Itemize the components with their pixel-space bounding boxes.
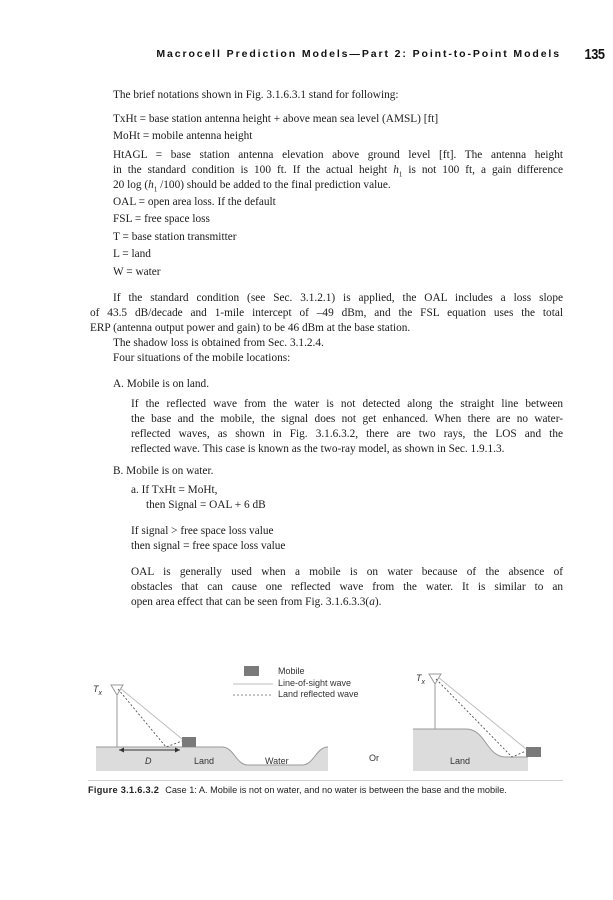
notation-l: L = land [113, 248, 151, 260]
para-standard-line2: of 43.5 dB/decade and 1-mile intercept of –49 dBm, and the FSL equation uses the total [90, 307, 563, 319]
intro-text: The brief notations shown in Fig. 3.1.6.3.1 stand for following: [113, 89, 399, 101]
case-b-sub-a-line1: a. If TxHt = MoHt, [131, 484, 218, 496]
shadow-loss-text: The shadow loss is obtained from Sec. 3.1.2.4. [113, 337, 324, 349]
notation-moht: MoHt = mobile antenna height [113, 130, 253, 142]
running-title: Macrocell Prediction Models—Part 2: Point-to-Point Models [156, 48, 561, 60]
left-mobile [182, 737, 196, 747]
case-a-title: A. Mobile is on land. [113, 378, 210, 390]
figure-caption [88, 784, 566, 796]
land-left-label: Land [194, 756, 215, 766]
land-right-label: Land [450, 756, 471, 766]
figure-3-1-6-3-2 [88, 655, 572, 783]
or-label: Or [369, 753, 379, 763]
figure-drawing [88, 655, 572, 781]
left-los-ray [120, 688, 182, 739]
notation-oal: OAL = open area loss. If the default [113, 196, 276, 208]
notation-fsl: FSL = free space loss [113, 213, 210, 225]
caption-text: Case 1: A. Mobile is not on water, and no water is between the base and the mobile. [165, 785, 507, 795]
case-a-line1: If the reflected wave from the water is not detected along the straight line between [131, 398, 563, 410]
oal-para-line2: obstacles that can cause one reflected wave from the water. It is similar to an [131, 581, 563, 593]
notation-txht: TxHt = base station antenna height + above mean sea level (AMSL) [ft] [113, 113, 439, 125]
case-a-line3: reflected waves, as shown in Fig. 3.1.6.3.2, there are two rays, the LOS and the [131, 428, 563, 440]
signal-condition-line1: If signal > free space loss value [131, 525, 274, 537]
running-head [0, 46, 613, 66]
notation-w: W = water [113, 266, 161, 278]
right-ground [413, 729, 528, 771]
distance-label: D [145, 756, 152, 766]
left-reflected-ray [118, 689, 182, 747]
caption-label: Figure 3.1.6.3.2 [88, 785, 160, 795]
case-b-title: B. Mobile is on water. [113, 465, 214, 477]
page-number: 135 [584, 46, 605, 63]
left-tx-label: $T_x$ [93, 684, 102, 697]
caption-rule [88, 780, 563, 781]
right-tx-label: $T_x$ [416, 673, 425, 686]
right-mobile [526, 747, 541, 757]
signal-condition-line2: then signal = free space loss value [131, 540, 286, 552]
notation-htagl-line2: in the standard condition is 100 ft. If the actual height $h_1$ is not 100 ft, a gain difference [113, 164, 563, 179]
case-a-line2: the base and the mobile, the signal does not get enhanced. When there are no water- [131, 413, 563, 425]
four-situations-text: Four situations of the mobile locations: [113, 352, 291, 364]
water-label: Water [265, 756, 289, 766]
legend-reflected-label: Land reflected wave [278, 689, 359, 699]
notation-htagl-line3: 20 $\log (h_1$ /100) should be added to the final prediction value. [113, 179, 391, 194]
legend-mobile-label: Mobile [278, 666, 305, 676]
oal-para-line1: OAL is generally used when a mobile is on water because of the absence of [131, 566, 563, 578]
notation-t: T = base station transmitter [113, 231, 237, 243]
para-standard-line1: If the standard condition (see Sec. 3.1.2.1) is applied, the OAL includes a loss slope [113, 292, 563, 304]
case-b-sub-a-line2: then Signal = OAL + 6 dB [146, 499, 266, 511]
para-standard-line3: ERP (antenna output power and gain) to be 46 dBm at the base station. [90, 322, 411, 334]
case-a-line4: reflected wave. This case is known as the two-ray model, as shown in Sec. 1.9.1.3. [131, 443, 505, 455]
oal-para-line3: open area effect that can be seen from Fig. 3.1.6.3.3(a). [131, 596, 382, 608]
legend-los-label: Line-of-sight wave [278, 678, 352, 688]
legend-mobile-swatch [244, 666, 259, 676]
notation-htagl-line1: HtAGL = base station antenna elevation above ground level [ft]. The antenna height [113, 149, 563, 161]
